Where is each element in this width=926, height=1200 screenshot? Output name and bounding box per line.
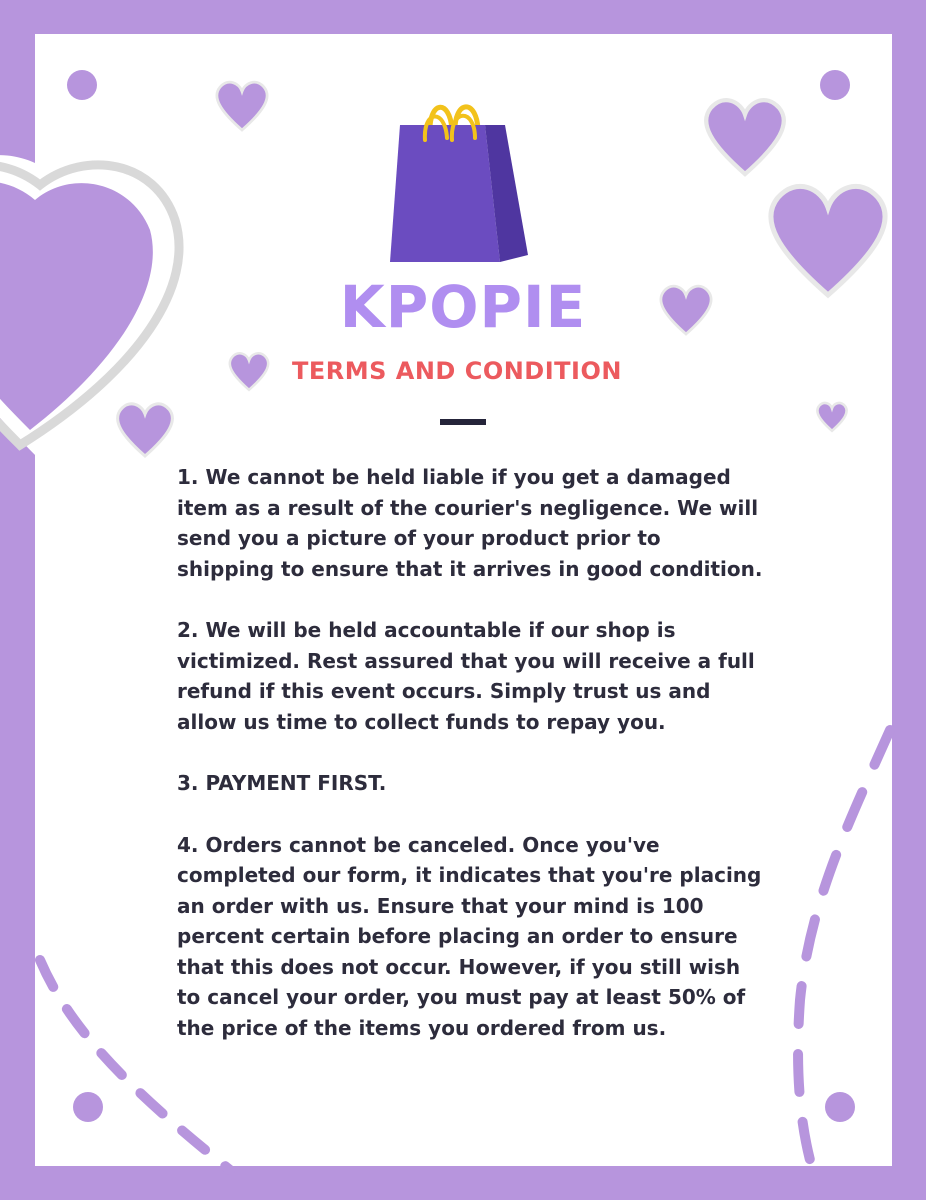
dot-icon: [67, 70, 97, 100]
term-item: 1. We cannot be held liable if you get a damaged item as a result of the courier's negligence. We will send you a picture of your product prior to shipping to ensure that it arrives in good condition.: [177, 465, 763, 581]
term-item: 2. We will be held accountable if our shop is victimized. Rest assured that you will receive a full refund if this event occurs. Simply trust us and allow us time to collect funds to repay you.: [177, 618, 755, 734]
heart-icon: [817, 403, 846, 431]
dot-icon: [73, 1092, 103, 1122]
brand-name: KPOPIE: [339, 273, 587, 341]
term-item: 3. PAYMENT FIRST.: [177, 771, 387, 795]
dot-icon: [820, 70, 850, 100]
heart-icon: [230, 353, 268, 389]
heart-icon: [217, 82, 267, 130]
heart-icon: [118, 404, 173, 456]
shopping-bag-icon: [390, 107, 528, 262]
term-item: 4. Orders cannot be canceled. Once you've completed our form, it indicates that you're placing an order with us. Ensure that your mind is 100 percent certain before placing an order to ensure that this does not occur. However, if you still wish to cancel your order, you must pay at least 50% of the price of the items you ordered from us.: [177, 832, 762, 1040]
terms-list: [177, 462, 817, 1074]
page-subtitle: TERMS AND CONDITION: [292, 357, 622, 385]
dot-icon: [825, 1092, 855, 1122]
divider: [440, 419, 486, 425]
heart-icon: [706, 100, 784, 174]
